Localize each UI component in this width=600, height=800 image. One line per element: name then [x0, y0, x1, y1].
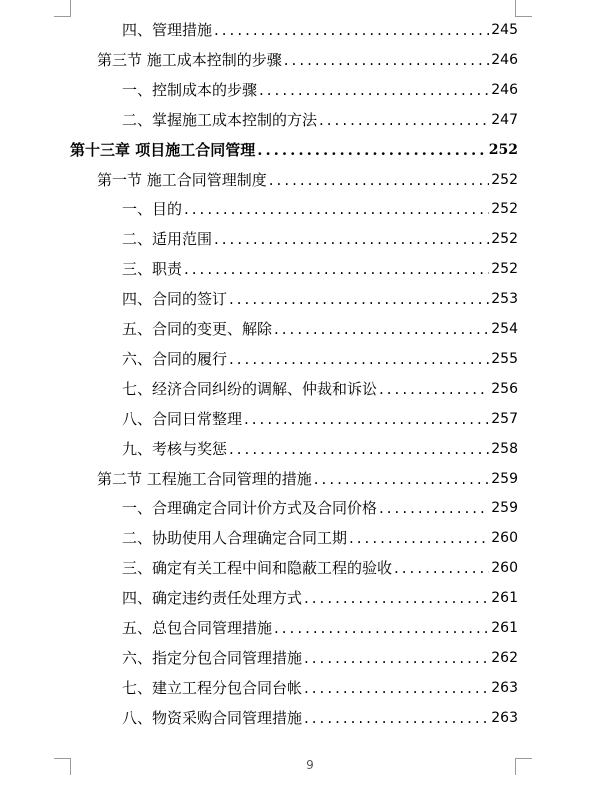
toc-entry-title: 四、管理措施 [122, 21, 213, 39]
toc-entry-page-number: 262 [491, 649, 518, 666]
toc-entry-page-number: 246 [491, 51, 518, 68]
toc-entry-title: 五、总包合同管理措施 [122, 619, 273, 637]
toc-dot-leader [319, 105, 489, 135]
toc-entry-title: 四、确定违约责任处理方式 [122, 589, 303, 608]
toc-dot-leader [304, 673, 489, 703]
toc-entry-title: 一、控制成本的步骤 [122, 80, 258, 99]
toc-entry-page-number: 252 [491, 231, 518, 248]
toc-entry[interactable] [122, 105, 518, 135]
toc-entry[interactable] [97, 45, 518, 75]
toc-entry[interactable] [97, 464, 518, 494]
toc-dot-leader [379, 493, 489, 523]
toc-dot-leader [304, 643, 489, 673]
toc-entry-title: 第十三章 项目施工合同管理 [70, 140, 256, 159]
toc-dot-leader [304, 703, 489, 733]
toc-dot-leader [314, 464, 489, 494]
toc-dot-leader [229, 434, 489, 464]
toc-entry-page-number: 260 [491, 530, 518, 547]
toc-entry-title: 七、经济合同纠纷的调解、仲裁和诉讼 [122, 379, 378, 398]
toc-dot-leader [257, 135, 487, 165]
toc-entry[interactable] [122, 493, 518, 523]
toc-entry[interactable] [122, 583, 518, 613]
toc-entry-title: 六、合同的履行 [122, 349, 228, 368]
toc-entry-page-number: 261 [491, 620, 518, 636]
toc-entry-title: 二、适用范围 [122, 230, 213, 249]
toc-entry[interactable] [70, 135, 518, 165]
toc-entry-page-number: 263 [491, 709, 518, 726]
toc-entry-page-number: 247 [491, 111, 518, 128]
toc-entry[interactable] [122, 523, 518, 553]
toc-dot-leader [304, 583, 489, 613]
toc-entry-title: 一、目的 [122, 200, 183, 219]
toc-entry-page-number: 258 [491, 440, 518, 457]
toc-entry[interactable] [122, 314, 518, 344]
toc-dot-leader [184, 194, 489, 224]
toc-entry-title: 第三节 施工成本控制的步骤 [97, 50, 282, 69]
toc-entry-page-number: 259 [491, 470, 518, 487]
toc-dot-leader [394, 553, 489, 583]
toc-entry[interactable] [122, 553, 518, 583]
toc-entry[interactable] [122, 194, 518, 224]
toc-entry[interactable] [122, 254, 518, 284]
toc-entry-title: 五、合同的变更、解除 [122, 320, 273, 338]
toc-dot-leader [244, 404, 489, 434]
toc-dot-leader [284, 45, 489, 75]
toc-entry[interactable] [122, 673, 518, 703]
toc-entry-title: 第一节 施工合同管理制度 [97, 170, 267, 189]
toc-entry-title: 八、合同日常整理 [122, 409, 243, 428]
toc-entry[interactable] [122, 284, 518, 314]
toc-dot-leader [229, 344, 489, 374]
toc-dot-leader [184, 254, 489, 284]
toc-entry-title: 六、指定分包合同管理措施 [122, 648, 303, 667]
toc-dot-leader [269, 165, 489, 195]
page-number: 9 [306, 758, 314, 772]
toc-entry-page-number: 260 [491, 560, 518, 577]
toc-entry[interactable] [122, 75, 518, 105]
toc-entry-page-number: 261 [491, 590, 518, 607]
toc-entry-page-number: 246 [491, 81, 518, 98]
toc-entry[interactable] [122, 643, 518, 673]
toc-entry[interactable] [122, 703, 518, 733]
toc-entry-page-number: 255 [491, 350, 518, 367]
toc-dot-leader [349, 523, 489, 553]
toc-entry[interactable] [122, 344, 518, 374]
toc-entry-page-number: 259 [491, 500, 518, 517]
toc-entry[interactable] [122, 224, 518, 254]
toc-entry-page-number: 256 [491, 380, 518, 397]
toc-dot-leader [274, 314, 489, 344]
toc-entry-page-number: 257 [491, 410, 518, 427]
toc-entry-page-number: 263 [491, 679, 518, 696]
toc-dot-leader [214, 224, 489, 254]
toc-entry[interactable] [122, 613, 518, 643]
toc-entry-title: 第二节 工程施工合同管理的措施 [97, 469, 312, 488]
toc-entry-page-number: 253 [491, 291, 518, 308]
toc-entry[interactable] [122, 15, 518, 45]
toc-entry-title: 一、合理确定合同计价方式及合同价格 [122, 499, 378, 518]
toc-dot-leader [214, 15, 489, 45]
toc-entry-title: 七、建立工程分包合同台帐 [122, 678, 303, 697]
toc-entry-page-number: 245 [491, 22, 518, 38]
toc-entry-title: 八、物资采购合同管理措施 [122, 708, 303, 727]
toc-entry-page-number: 254 [491, 321, 518, 337]
toc-entry[interactable] [122, 404, 518, 434]
toc-dot-leader [379, 374, 489, 404]
toc-entry[interactable] [122, 374, 518, 404]
toc-entry[interactable] [97, 165, 518, 195]
crop-mark-top-left [54, 0, 71, 17]
toc-entry-title: 九、考核与奖惩 [122, 439, 228, 458]
toc-entry-page-number: 252 [491, 261, 518, 278]
toc-entry-page-number: 252 [488, 141, 518, 158]
toc-entry-title: 二、协助使用人合理确定合同工期 [122, 529, 348, 548]
toc-dot-leader [229, 284, 489, 314]
toc-entry-title: 二、掌握施工成本控制的方法 [122, 110, 318, 129]
toc-dot-leader [259, 75, 489, 105]
toc-entry-title: 四、合同的签订 [122, 290, 228, 309]
toc-entry[interactable] [122, 434, 518, 464]
toc-entry-title: 三、确定有关工程中间和隐蔽工程的验收 [122, 559, 393, 578]
toc-entry-page-number: 252 [491, 171, 518, 188]
toc-dot-leader [274, 613, 489, 643]
toc-entry-page-number: 252 [491, 201, 518, 218]
toc-entry-title: 三、职责 [122, 260, 183, 279]
